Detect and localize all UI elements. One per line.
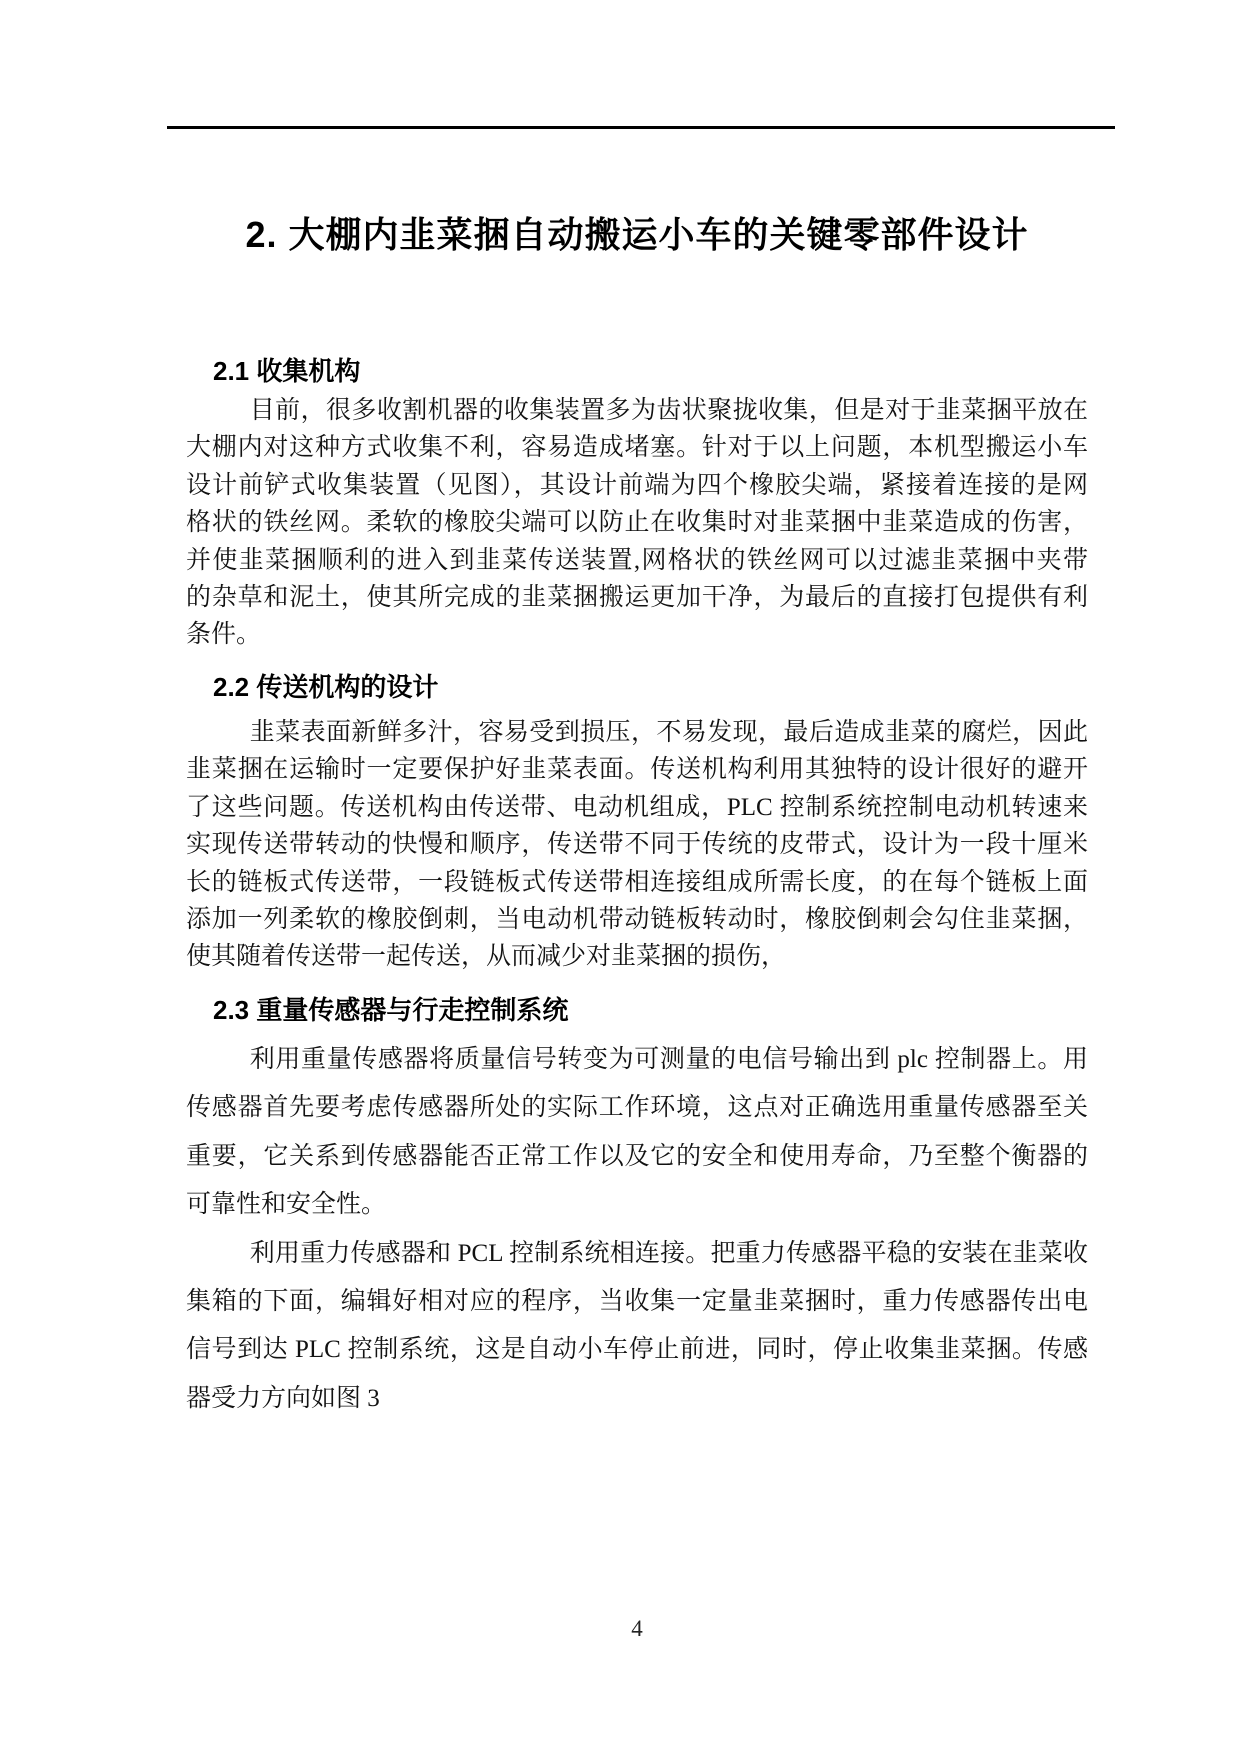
text-line: 添加一列柔软的橡胶倒刺，当电动机带动链板转动时，橡胶倒刺会勾住韭菜捆，	[186, 905, 1088, 933]
section-heading-2-3: 2.3 重量传感器与行走控制系统	[213, 995, 569, 1025]
text-line: 格状的铁丝网。柔软的橡胶尖端可以防止在收集时对韭菜捆中韭菜造成的伤害，	[186, 509, 1088, 537]
text-line: 大棚内对这种方式收集不利，容易造成堵塞。针对于以上问题，本机型搬运小车	[186, 434, 1088, 462]
page-title: 2. 大棚内韭菜捆自动搬运小车的关键零部件设计	[245, 214, 1029, 255]
text-line: 实现传送带转动的快慢和顺序，传送带不同于传统的皮带式，设计为一段十厘米	[186, 831, 1088, 859]
page-number: 4	[631, 1616, 643, 1641]
text-line: 器受力方向如图 3	[186, 1384, 380, 1412]
section-heading-2-1: 2.1 收集机构	[213, 356, 361, 386]
text-line: 条件。	[186, 621, 262, 649]
text-line: 集箱的下面，编辑好相对应的程序，当收集一定量韭菜捆时，重力传感器传出电	[186, 1287, 1088, 1315]
text-line: 重要，它关系到传感器能否正常工作以及它的安全和使用寿命，乃至整个衡器的	[186, 1142, 1088, 1170]
text-line: 韭菜表面新鲜多汁，容易受到损压，不易发现，最后造成韭菜的腐烂，因此	[249, 719, 1088, 746]
text-line: 利用重量传感器将质量信号转变为可测量的电信号输出到 plc 控制器上。用	[249, 1046, 1088, 1073]
section-2-3-paragraphs	[186, 1036, 1088, 1423]
text-line: 目前，很多收割机器的收集装置多为齿状聚拢收集，但是对于韭菜捆平放在	[249, 397, 1088, 424]
section-2-1-paragraph	[186, 392, 1088, 654]
text-line: 设计前铲式收集装置（见图），其设计前端为四个橡胶尖端，紧接着连接的是网	[186, 471, 1088, 499]
text-line: 使其随着传送带一起传送，从而减少对韭菜捆的损伤，	[186, 943, 787, 971]
text-line: 可靠性和安全性。	[186, 1191, 387, 1219]
text-line: 利用重力传感器和 PCL 控制系统相连接。把重力传感器平稳的安装在韭菜收	[249, 1239, 1088, 1267]
text-line: 韭菜捆在运输时一定要保护好韭菜表面。传送机构利用其独特的设计很好的避开	[186, 756, 1088, 784]
text-line: 长的链板式传送带，一段链板式传送带相连接组成所需长度，的在每个链板上面	[186, 868, 1088, 896]
header-rule	[167, 126, 1115, 129]
section-2-2-paragraph	[186, 714, 1088, 976]
text-line: 了这些问题。传送机构由传送带、电动机组成，PLC 控制系统控制电动机转速来	[186, 793, 1088, 821]
text-line: 传感器首先要考虑传感器所处的实际工作环境，这点对正确选用重量传感器至关	[186, 1094, 1088, 1122]
text-line: 并使韭菜捆顺利的进入到韭菜传送装置,网格状的铁丝网可以过滤韭菜捆中夹带	[186, 546, 1088, 574]
section-heading-2-2: 2.2 传送机构的设计	[213, 672, 439, 702]
text-line: 的杂草和泥土，使其所完成的韭菜捆搬运更加干净，为最后的直接打包提供有利	[186, 583, 1088, 611]
text-line: 信号到达 PLC 控制系统，这是自动小车停止前进，同时，停止收集韭菜捆。传感	[186, 1336, 1088, 1364]
